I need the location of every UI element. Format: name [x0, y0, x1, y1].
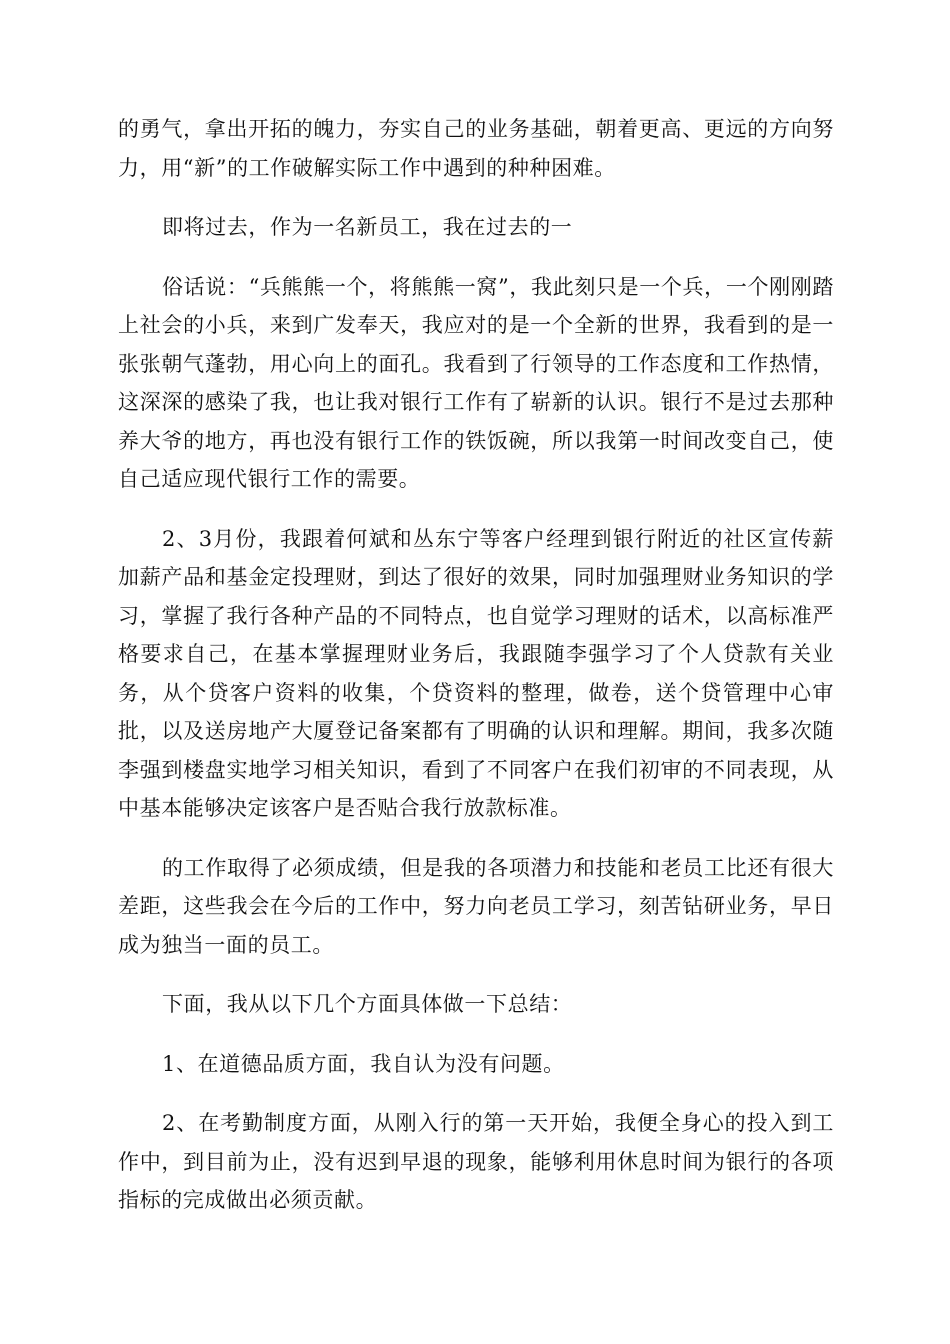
paragraph-attendance: 2、在考勤制度方面，从刚入行的第一天开始，我便全身心的投入到工作中，到目前为止，没有迟到早退的现象，能够利用休息时间为银行的各项指标的完成做出必须贡献。	[118, 1111, 834, 1212]
paragraph-proverb: 俗话说：“兵熊熊一个，将熊熊一窝”，我此刻只是一个兵，一个刚刚踏上社会的小兵，来到广发奉天，我应对的是一个全新的世界，我看到的是一张张朝气蓬勃，用心向上的面孔。我看到了行领导的工作态度和工作热情，这深深的感染了我，也让我对银行工作有了崭新的认识。银行不是过去那种养大爷的地方，再也没有银行工作的铁饭碗，所以我第一时间改变自己，使自己适应现代银行工作的需要。	[118, 274, 834, 491]
document-body	[118, 110, 834, 1241]
paragraph-achievements: 的工作取得了必须成绩，但是我的各项潜力和技能和老员工比还有很大差距，这些我会在今后的工作中，努力向老员工学习，刻苦钻研业务，早日成为独当一面的员工。	[118, 855, 834, 957]
paragraph-new-employee: 即将过去，作为一名新员工，我在过去的一	[162, 215, 573, 239]
paragraph-continued-intro: 的勇气，拿出开拓的魄力，夯实自己的业务基础，朝着更高、更远的方向努力，用“新”的工作破解实际工作中遇到的种种困难。	[118, 117, 834, 180]
paragraph-moral-quality: 1、在道德品质方面，我自认为没有问题。	[162, 1051, 565, 1076]
paragraph-march-work: 2、3月份，我跟着何斌和丛东宁等客户经理到银行附近的社区宣传薪加薪产品和基金定投理财，到达了很好的效果，同时加强理财业务知识的学习，掌握了我行各种产品的不同特点，也自觉学习理财的话术，以高标准严格要求自己，在基本掌握理财业务后，我跟随李强学习了个人贷款有关业务，从个贷客户资料的收集，个贷资料的整理，做卷，送个贷管理中心审批，以及送房地产大厦登记备案都有了明确的认识和理解。期间，我多次随李强到楼盘实地学习相关知识，看到了不同客户在我们初审的不同表现，从中基本能够决定该客户是否贴合我行放款标准。	[118, 526, 834, 820]
paragraph-summary-intro: 下面，我从以下几个方面具体做一下总结：	[162, 992, 573, 1016]
